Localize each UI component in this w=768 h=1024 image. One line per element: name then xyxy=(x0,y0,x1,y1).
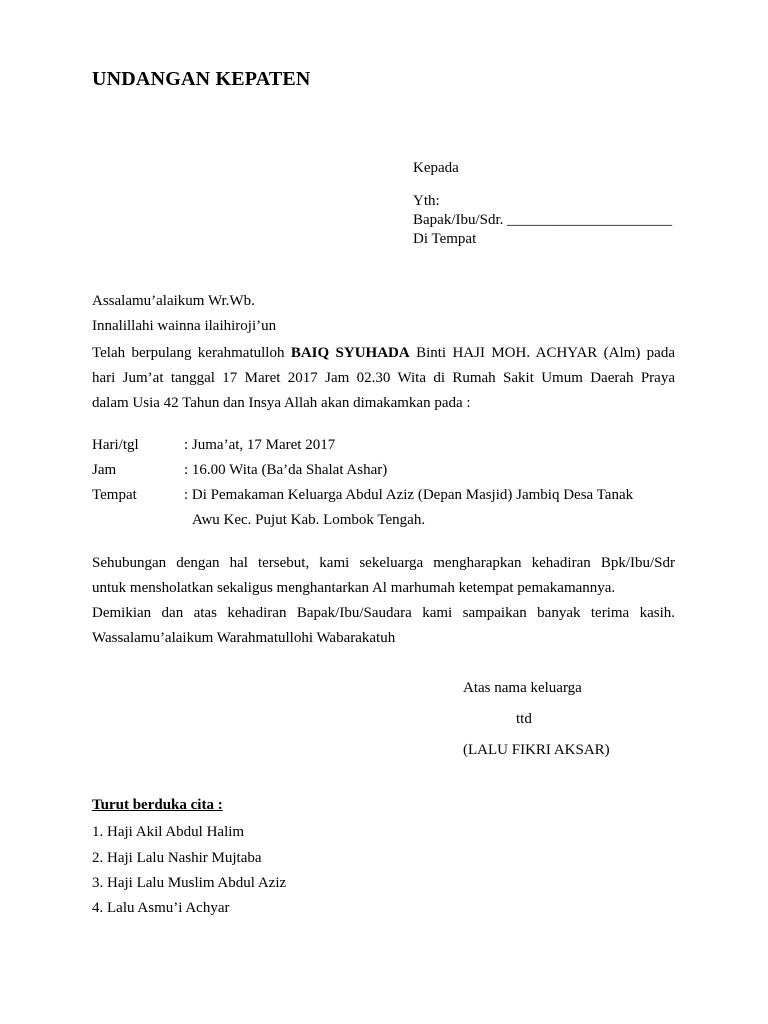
announcement-line-1 xyxy=(92,341,675,366)
address-kepada: Kepada xyxy=(413,160,459,176)
signature-ttd: ttd xyxy=(516,711,532,727)
signature-name: (LALU FIKRI AKSAR) xyxy=(463,742,610,758)
jam-label: Jam xyxy=(92,462,117,478)
closing-line-2: untuk mensholatkan sekaligus menghantarkan Al marhumah ketempat pemakamannya. xyxy=(92,580,616,596)
hari-value: : Juma’at, 17 Maret 2017 xyxy=(184,437,336,453)
condolence-item: 4. Lalu Asmu’i Achyar xyxy=(92,900,230,916)
announcement-line-2: hari Jum’at tanggal 17 Maret 2017 Jam 02.30 Wita di Rumah Sakit Umum Daerah Praya xyxy=(92,370,675,386)
hari-label: Hari/tgl xyxy=(92,437,139,453)
closing-line-4: Wassalamu’alaikum Warahmatullohi Wabarakatuh xyxy=(92,630,396,646)
address-place: Di Tempat xyxy=(413,231,477,247)
tempat-label: Tempat xyxy=(92,487,137,503)
announcement-line-3: dalam Usia 42 Tahun dan Insya Allah akan dimakamkan pada : xyxy=(92,395,471,411)
jam-value: : 16.00 Wita (Ba’da Shalat Ashar) xyxy=(184,462,388,478)
address-yth: Yth: xyxy=(413,193,440,209)
tempat-value-line2: Awu Kec. Pujut Kab. Lombok Tengah. xyxy=(192,512,426,528)
announcement-text: Telah berpulang kerahmatulloh xyxy=(92,345,291,361)
closing-paragraph xyxy=(92,551,675,651)
announcement-paragraph xyxy=(92,341,675,416)
deceased-name: BAIQ SYUHADA xyxy=(290,345,410,361)
condolence-item: 2. Haji Lalu Nashir Mujtaba xyxy=(92,850,262,866)
condolence-item: 3. Haji Lalu Muslim Abdul Aziz xyxy=(92,875,287,891)
closing-line-1: Sehubungan dengan hal tersebut, kami sekeluarga mengharapkan kehadiran Bpk/Ibu/Sdr xyxy=(92,555,675,571)
announcement-text-cont: Binti HAJI MOH. ACHYAR (Alm) pada xyxy=(409,345,676,361)
address-recipient: Bapak/Ibu/Sdr. ______________________ xyxy=(413,212,673,228)
greeting-salam: Assalamu’alaikum Wr.Wb. xyxy=(92,293,255,309)
condolence-item: 1. Haji Akil Abdul Halim xyxy=(92,824,245,840)
greeting-innalillahi: Innalillahi wainna ilaihiroji’un xyxy=(92,318,277,334)
closing-line-3: Demikian dan atas kehadiran Bapak/Ibu/Saudara kami sampaikan banyak terima kasih. xyxy=(92,605,675,621)
tempat-value: : Di Pemakaman Keluarga Abdul Aziz (Depan Masjid) Jambiq Desa Tanak xyxy=(184,487,634,503)
document-title: UNDANGAN KEPATEN xyxy=(92,68,311,90)
signature-on-behalf: Atas nama keluarga xyxy=(463,680,582,696)
condolences-title: Turut berduka cita : xyxy=(92,797,223,813)
